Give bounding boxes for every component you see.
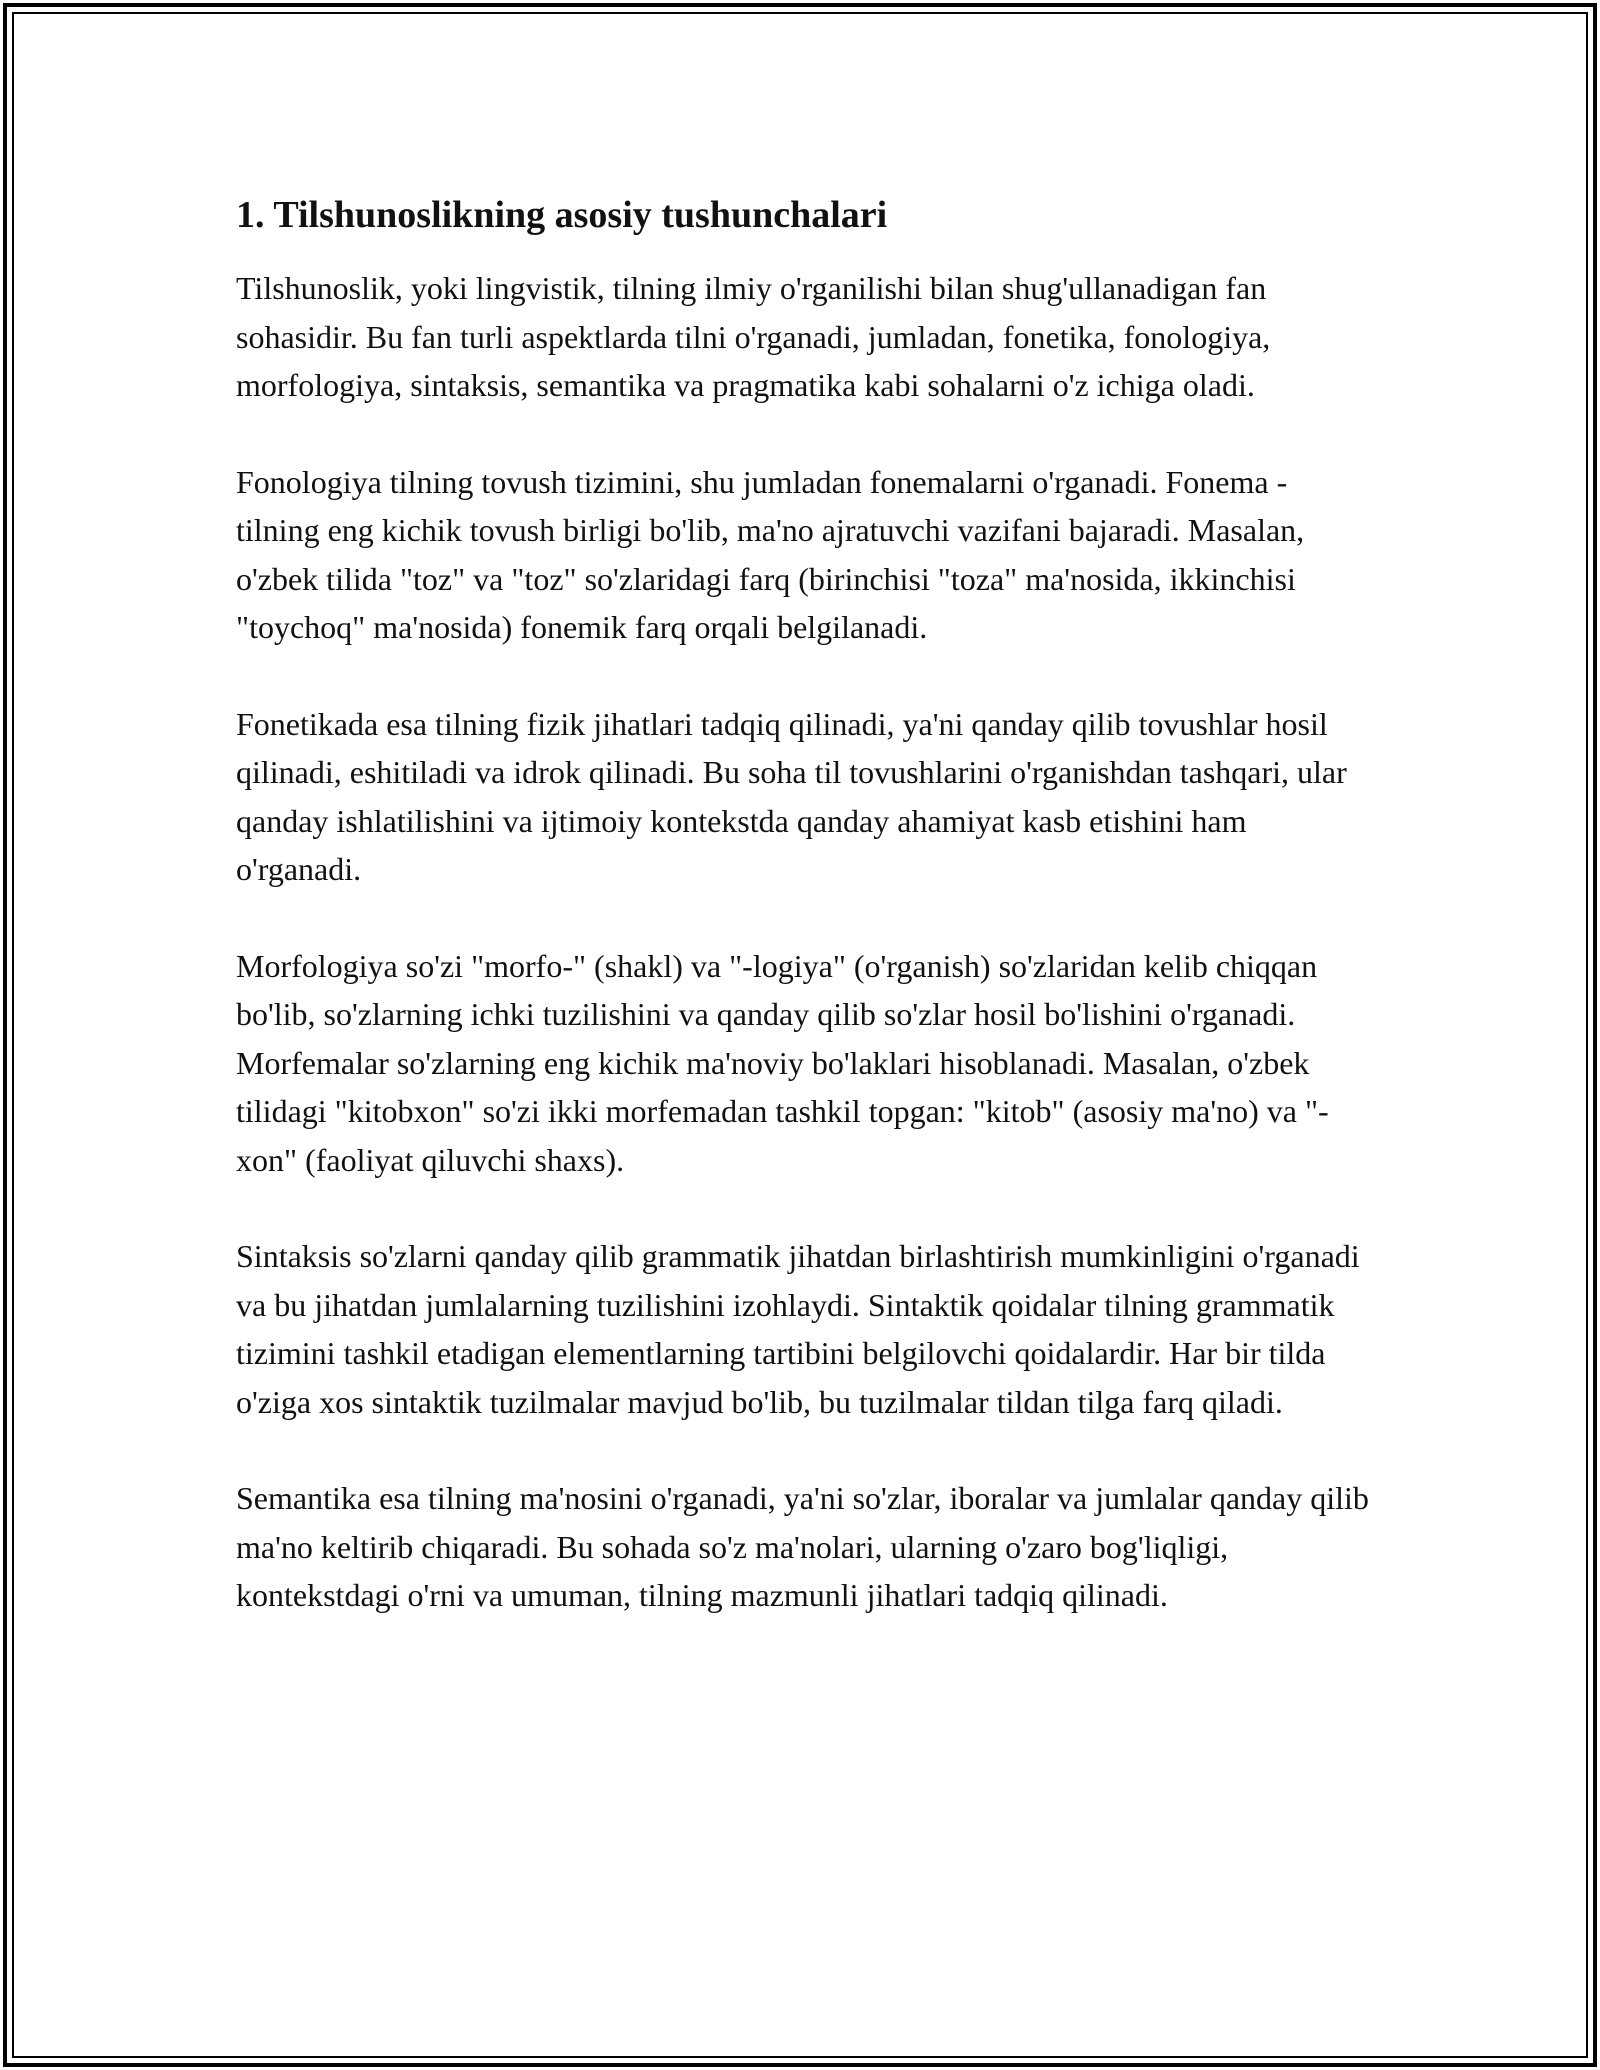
paragraph-phonetics: Fonetikada esa tilning fizik jihatlari tadqiq qilinadi, ya'ni qanday qilib tovushlar hosil qilinadi, eshitiladi va idrok qilinadi. Bu soha til tovushlarini o'rganishdan tashqari, ular qanday ishlatilishini va ijtimoiy kontekstda qanday ahamiyat kasb etishini ham o'rganadi. <box>236 705 1347 887</box>
paragraph-semantics: Semantika esa tilning ma'nosini o'rganadi, ya'ni so'zlar, iboralar va jumlalar qanday qilib ma'no keltirib chiqaradi. Bu sohada so'z ma'nolari, ularning o'zaro bog'liqligi, kontekstdagi o'rni va umuman, tilning mazmunli jihatlari tadqiq qilinadi. <box>236 1480 1369 1613</box>
paragraph-linguistics-intro: Tilshunoslik, yoki lingvistik, tilning ilmiy o'rganilishi bilan shug'ullanadigan fan sohasidir. Bu fan turli aspektlarda tilni o'rganadi, jumladan, fonetika, fonologiya, morfologiya, sintaksis, semantika va pragmatika kabi sohalarni o'z ichiga oladi. <box>236 270 1271 403</box>
paragraph-phonology: Fonologiya tilning tovush tizimini, shu jumladan fonemalarni o'rganadi. Fonema - tilning eng kichik tovush birligi bo'lib, ma'no ajratuvchi vazifani bajaradi. Masalan, o'zbek tilida "toz" va "toz" so'zlaridagi farq (birinchisi "toza" ma'nosida, ikkinchisi "toychoq" ma'nosida) fonemik farq orqali belgilanadi. <box>236 463 1305 645</box>
paragraph-morphology: Morfologiya so'zi "morfo-" (shakl) va "-logiya" (o'rganish) so'zlaridan kelib chiqqan bo'lib, so'zlarning ichki tuzilishini va qanday qilib so'zlar hosil bo'lishini o'rganadi. Morfemalar so'zlarning eng kichik ma'noviy bo'laklari hisoblanadi. Masalan, o'zbek tilidagi "kitobxon" so'zi ikki morfemadan tashkil topgan: "kitob" (asosiy ma'no) va "-xon" (faoliyat qiluvchi shaxs). <box>236 947 1329 1178</box>
document-body <box>236 188 1376 1668</box>
paragraph-syntax: Sintaksis so'zlarni qanday qilib grammatik jihatdan birlashtirish mumkinligini o'rganadi va bu jihatdan jumlalarning tuzilishini izohlaydi. Sintaktik qoidalar tilning grammatik tizimini tashkil etadigan elementlarning tartibini belgilovchi qoidalardir. Har bir tilda o'ziga xos sintaktik tuzilmalar mavjud bo'lib, bu tuzilmalar tildan tilga farq qiladi. <box>236 1238 1360 1420</box>
section-heading: 1. Tilshunoslikning asosiy tushunchalari <box>236 194 888 236</box>
